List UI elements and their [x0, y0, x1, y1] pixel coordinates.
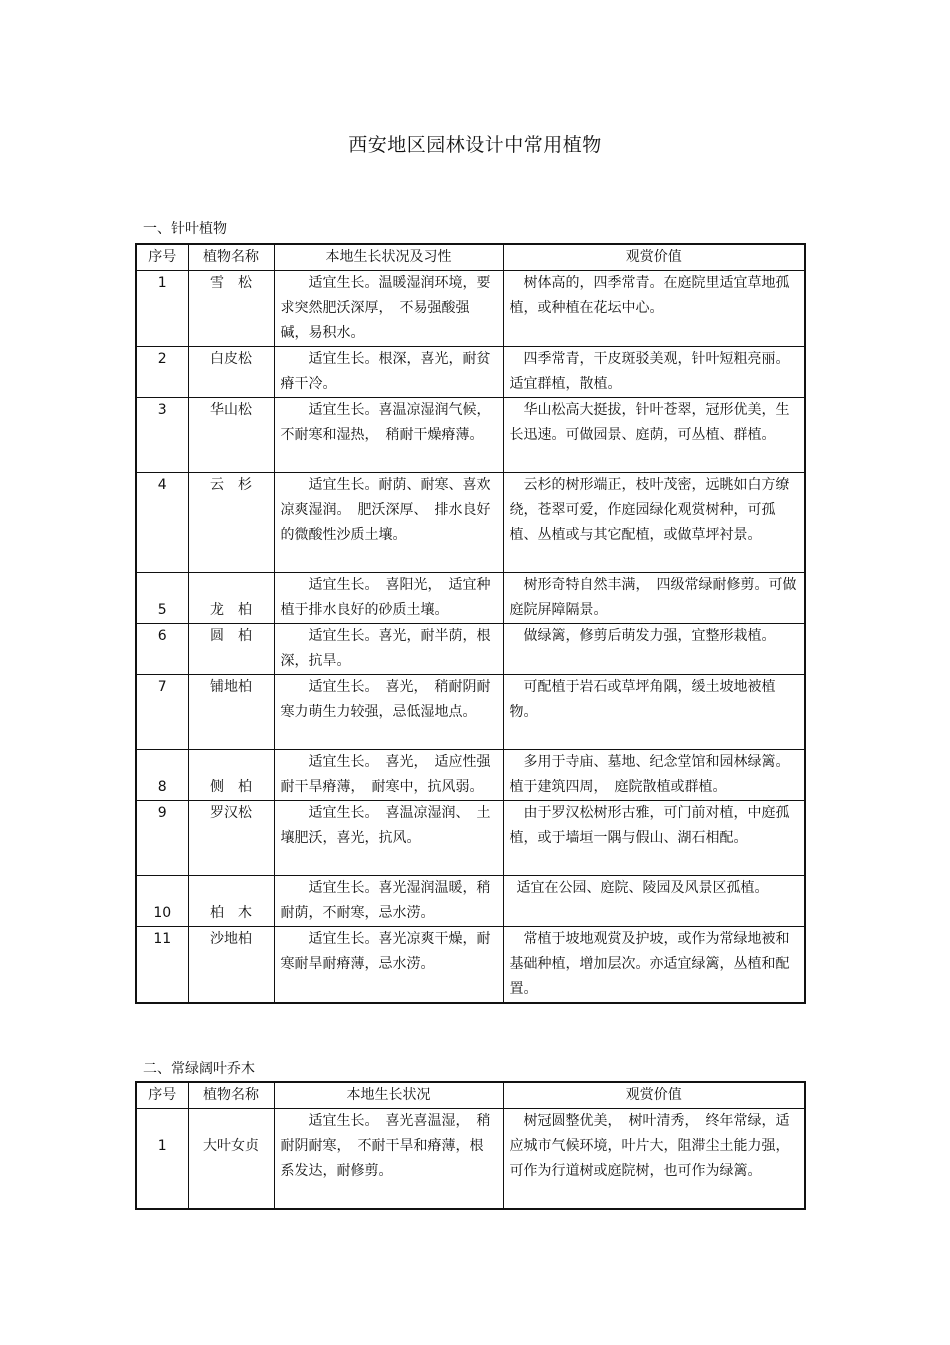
- value-text: 做绿篱，修剪后萌发力强，宜整形栽植。: [503, 624, 805, 675]
- table-row: [136, 801, 805, 876]
- growth-text: 适宜生长。喜温凉湿润气候，不耐寒和湿热， 稍耐干燥瘠薄。: [274, 398, 503, 473]
- row-number: 8: [136, 750, 188, 801]
- row-number: 11: [136, 927, 188, 1004]
- growth-text: 适宜生长。 喜光喜温湿， 稍耐阴耐寒， 不耐干旱和瘠薄，根系发达，耐修剪。: [274, 1109, 503, 1209]
- row-number: 4: [136, 473, 188, 573]
- header-ornamental-value: 观赏价值: [503, 1082, 805, 1109]
- plant-name: 罗汉松: [188, 801, 274, 876]
- value-text: 树冠圆整优美， 树叶清秀， 终年常绿，适应城市气候环境，叶片大，阻滞尘土能力强，可作为行道树或庭院树，也可作为绿篱。: [503, 1109, 805, 1209]
- plant-name: 圆 柏: [188, 624, 274, 675]
- row-number: 2: [136, 347, 188, 398]
- table-header-row: [136, 1082, 805, 1109]
- growth-text: 适宜生长。喜光，耐半荫，根深，抗旱。: [274, 624, 503, 675]
- table-row: [136, 473, 805, 573]
- row-number: 6: [136, 624, 188, 675]
- header-growth: 本地生长状况: [274, 1082, 503, 1109]
- page-title: 西安地区园林设计中常用植物: [348, 134, 602, 156]
- value-text: 由于罗汉松树形古雅，可门前对植，中庭孤植，或于墙垣一隅与假山、湖石相配。: [503, 801, 805, 876]
- table-row: [136, 271, 805, 347]
- plant-name: 铺地柏: [188, 675, 274, 750]
- table-row: [136, 1109, 805, 1209]
- header-growth: 本地生长状况及习性: [274, 244, 503, 271]
- value-text: 树形奇特自然丰满， 四级常绿耐修剪。可做庭院屏障隔景。: [503, 573, 805, 624]
- table-row: [136, 927, 805, 1004]
- row-number: 7: [136, 675, 188, 750]
- value-text: 华山松高大挺拔，针叶苍翠，冠形优美，生长迅速。可做园景、庭荫，可丛植、群植。: [503, 398, 805, 473]
- conifer-table: [135, 243, 806, 1004]
- growth-text: 适宜生长。 喜光， 稍耐阴耐寒力萌生力较强，忌低湿地点。: [274, 675, 503, 750]
- value-text: 多用于寺庙、墓地、纪念堂馆和园林绿篱。植于建筑四周， 庭院散植或群植。: [503, 750, 805, 801]
- table-header-row: [136, 244, 805, 271]
- header-ornamental-value: 观赏价值: [503, 244, 805, 271]
- table-row: [136, 573, 805, 624]
- table-row: [136, 675, 805, 750]
- row-number: 1: [136, 1109, 188, 1209]
- value-text: 适宜在公园、庭院、陵园及风景区孤植。: [503, 876, 805, 927]
- plant-name: 大叶女贞: [188, 1109, 274, 1209]
- row-number: 5: [136, 573, 188, 624]
- row-number: 9: [136, 801, 188, 876]
- row-number: 3: [136, 398, 188, 473]
- growth-text: 适宜生长。 喜光， 适应性强耐干旱瘠薄， 耐寒中，抗风弱。: [274, 750, 503, 801]
- table-row: [136, 624, 805, 675]
- row-number: 1: [136, 271, 188, 347]
- row-number: 10: [136, 876, 188, 927]
- growth-text: 适宜生长。喜光湿润温暖，稍耐荫，不耐寒，忌水涝。: [274, 876, 503, 927]
- value-text: 常植于坡地观赏及护坡，或作为常绿地被和基础种植，增加层次。亦适宜绿篱，丛植和配置。: [503, 927, 805, 1004]
- plant-name: 龙 柏: [188, 573, 274, 624]
- plant-name: 白皮松: [188, 347, 274, 398]
- header-plant-name: 植物名称: [188, 1082, 274, 1109]
- table-row: [136, 750, 805, 801]
- plant-name: 侧 柏: [188, 750, 274, 801]
- growth-text: 适宜生长。温暖湿润环境，要求突然肥沃深厚， 不易强酸强碱，易积水。: [274, 271, 503, 347]
- growth-text: 适宜生长。耐荫、耐寒、喜欢凉爽湿润。 肥沃深厚、 排水良好的微酸性沙质土壤。: [274, 473, 503, 573]
- value-text: 可配植于岩石或草坪角隅，缓土坡地被植物。: [503, 675, 805, 750]
- plant-name: 沙地柏: [188, 927, 274, 1004]
- header-number: 序号: [136, 244, 188, 271]
- plant-name: 柏 木: [188, 876, 274, 927]
- plant-name: 云 杉: [188, 473, 274, 573]
- value-text: 树体高的，四季常青。在庭院里适宜草地孤植，或种植在花坛中心。: [503, 271, 805, 347]
- growth-text: 适宜生长。喜光凉爽干燥，耐寒耐旱耐瘠薄，忌水涝。: [274, 927, 503, 1004]
- growth-text: 适宜生长。根深，喜光，耐贫瘠干冷。: [274, 347, 503, 398]
- growth-text: 适宜生长。 喜阳光， 适宜种植于排水良好的砂质土壤。: [274, 573, 503, 624]
- header-plant-name: 植物名称: [188, 244, 274, 271]
- value-text: 四季常青，干皮斑驳美观，针叶短粗亮丽。适宜群植，散植。: [503, 347, 805, 398]
- header-number: 序号: [136, 1082, 188, 1109]
- value-text: 云杉的树形端正，枝叶茂密，远眺如白方缭绕，苍翠可爱，作庭园绿化观赏树种，可孤植、丛植或与其它配植，或做草坪衬景。: [503, 473, 805, 573]
- growth-text: 适宜生长。 喜温凉湿润、 土壤肥沃，喜光，抗风。: [274, 801, 503, 876]
- plant-name: 雪 松: [188, 271, 274, 347]
- table-row: [136, 398, 805, 473]
- evergreen-broadleaf-table: [135, 1081, 806, 1210]
- section-heading-evergreen-broadleaf: 二、常绿阔叶乔木: [143, 1061, 255, 1077]
- section-heading-conifers: 一、针叶植物: [143, 221, 227, 237]
- plant-name: 华山松: [188, 398, 274, 473]
- table-row: [136, 876, 805, 927]
- table-row: [136, 347, 805, 398]
